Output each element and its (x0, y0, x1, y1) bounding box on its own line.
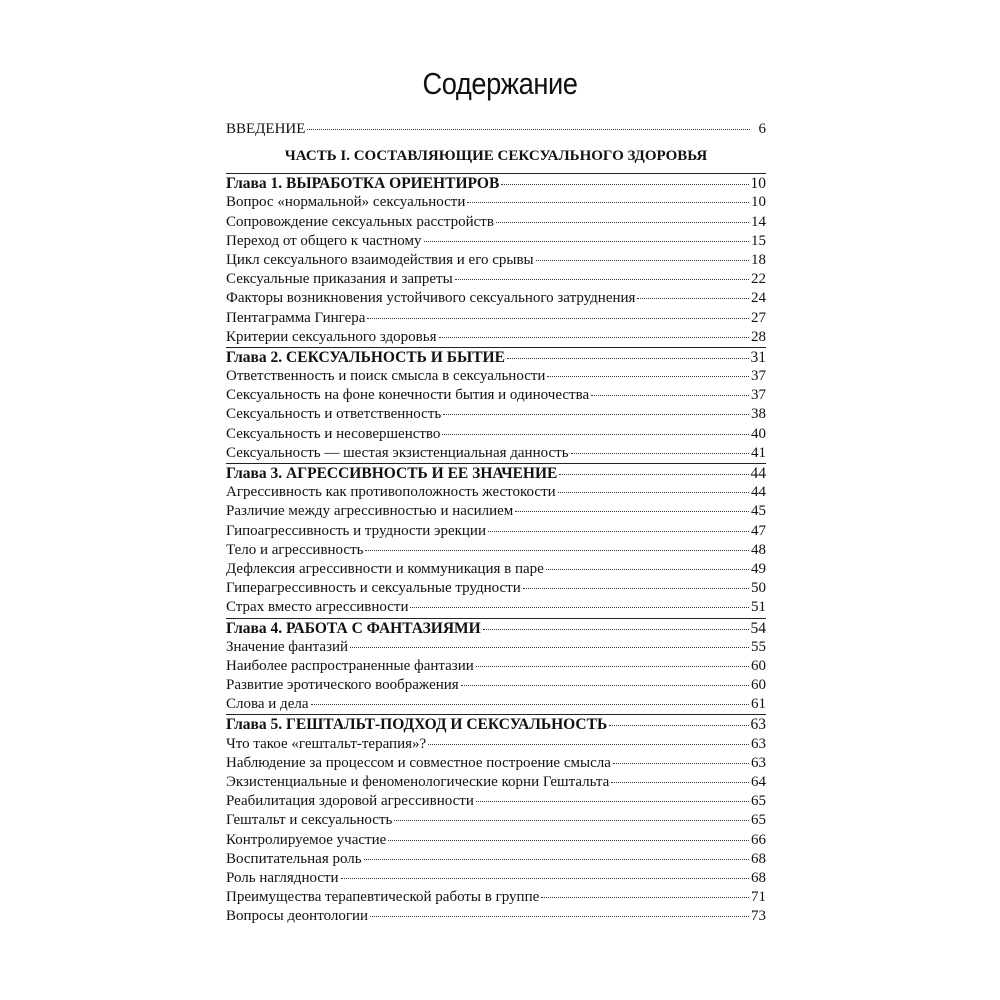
toc-page-number: 63 (751, 754, 766, 771)
toc-entry-text: Вопросы деонтологии (226, 908, 369, 925)
toc-entry-text: Контролируемое участие (226, 831, 387, 848)
toc-entry-row (226, 425, 766, 444)
toc-intro-row (226, 120, 766, 139)
dot-leader (507, 357, 749, 359)
chapter-list (226, 173, 766, 926)
dot-leader (311, 703, 750, 705)
toc-chapter-row (226, 714, 766, 734)
toc-entry-text: Гипоагрессивность и трудности эрекции (226, 522, 486, 539)
dot-leader (341, 877, 749, 879)
chapter-title: Глава 3. АГРЕССИВНОСТЬ И ЕЕ ЗНАЧЕНИЕ (226, 465, 558, 482)
toc-entry-text: Переход от общего к частному (226, 232, 422, 249)
dot-leader (350, 646, 749, 648)
toc-entry-row (226, 869, 766, 888)
toc-entry-text: Сексуальность — шестая экзистенциальная данность (226, 444, 569, 461)
dot-leader (523, 587, 749, 589)
toc-page-number: 64 (751, 774, 766, 790)
dot-leader (365, 549, 749, 551)
toc-entry-row (226, 193, 766, 212)
toc-page-number: 24 (751, 290, 766, 307)
toc-entry-text: Различие между агрессивностью и насилием (226, 503, 514, 520)
toc-entry-row (226, 328, 766, 347)
toc-page-number: 50 (751, 580, 766, 597)
table-of-contents (226, 120, 766, 927)
toc-entry-text: Ответственность и поиск смысла в сексуальности (226, 368, 546, 385)
toc-entry-row (226, 213, 766, 232)
toc-page-number: 10 (751, 194, 766, 211)
toc-page-number: 45 (751, 503, 766, 520)
dot-leader (637, 297, 749, 299)
dot-leader (307, 128, 750, 130)
toc-entry-row (226, 405, 766, 424)
toc-entry-text: Критерии сексуального здоровья (226, 328, 437, 345)
toc-entry-text: Пентаграмма Гингера (226, 309, 366, 326)
dot-leader (455, 278, 749, 280)
toc-page-number: 63 (751, 735, 766, 752)
toc-entry-row (226, 598, 766, 617)
dot-leader (476, 665, 749, 667)
toc-page-number: 71 (751, 889, 766, 906)
toc-entry-text: Значение фантазий (226, 638, 349, 655)
toc-entry-text: Сексуальность на фоне конечности бытия и одиночества (226, 387, 590, 404)
dot-leader (541, 896, 749, 898)
toc-page-number: 54 (750, 619, 766, 637)
dot-leader (364, 858, 749, 860)
toc-entry-row (226, 502, 766, 521)
toc-page-number: 27 (751, 309, 766, 326)
dot-leader (461, 684, 749, 686)
chapter-title: Глава 2. СЕКСУАЛЬНОСТЬ И БЫТИЕ (226, 348, 505, 366)
toc-entry-row (226, 657, 766, 676)
toc-entry-row (226, 850, 766, 869)
dot-leader (547, 375, 749, 377)
toc-entry-text: Наблюдение за процессом и совместное построение смысла (226, 754, 611, 771)
toc-page-number: 65 (751, 793, 766, 810)
toc-entry-text: Агрессивность как противоположность жестокости (226, 484, 556, 501)
toc-page-number: 22 (751, 271, 766, 288)
dot-leader (370, 915, 749, 917)
toc-page-number: 60 (751, 657, 766, 674)
toc-entry-row (226, 251, 766, 270)
dot-leader (609, 724, 748, 726)
toc-entry-row (226, 483, 766, 502)
toc-entry-row (226, 289, 766, 308)
toc-page-number: 28 (751, 328, 766, 345)
toc-entry-text: Дефлексия агрессивности и коммуникация в паре (226, 560, 544, 577)
dot-leader (467, 201, 749, 203)
toc-page-number: 38 (751, 406, 766, 423)
chapter-title: Глава 1. ВЫРАБОТКА ОРИЕНТИРОВ (226, 175, 500, 193)
toc-page-number: 10 (750, 175, 766, 193)
toc-page-number: 65 (751, 812, 766, 829)
toc-page-number: 6 (758, 121, 766, 137)
toc-entry-row (226, 735, 766, 754)
toc-entry-row (226, 792, 766, 811)
toc-entry-text: Экзистенциальные и феноменологические корни Гештальта (226, 774, 610, 790)
toc-page-number: 51 (751, 599, 766, 616)
dot-leader (488, 530, 749, 532)
toc-entry-row (226, 444, 766, 463)
toc-page-number: 61 (751, 696, 766, 713)
toc-chapter-row (226, 347, 766, 367)
toc-entry-row (226, 309, 766, 328)
dot-leader (501, 183, 748, 185)
toc-entry-row (226, 888, 766, 907)
toc-entry-text: Цикл сексуального взаимодействия и его срывы (226, 251, 534, 268)
dot-leader (442, 433, 749, 435)
dot-leader (613, 762, 749, 764)
dot-leader (443, 413, 749, 415)
toc-entry-text: Сопровождение сексуальных расстройств (226, 213, 494, 230)
page-title: Содержание (422, 66, 578, 101)
dot-leader (424, 240, 750, 242)
toc-chapter-row (226, 463, 766, 483)
toc-chapter-row (226, 173, 766, 193)
toc-entry-text: Факторы возникновения устойчивого сексуального затруднения (226, 290, 636, 307)
toc-entry-row (226, 676, 766, 695)
toc-page-number: 18 (751, 251, 766, 268)
toc-entry-row (226, 907, 766, 926)
toc-entry-row (226, 386, 766, 405)
toc-entry-text: Гиперагрессивность и сексуальные трудности (226, 580, 521, 597)
toc-entry-text: ВВЕДЕНИЕ (226, 121, 306, 137)
toc-entry-row (226, 695, 766, 714)
dot-leader (388, 839, 749, 841)
toc-entry-text: Слова и дела (226, 696, 309, 713)
dot-leader (496, 221, 749, 223)
toc-entry-text: Роль наглядности (226, 869, 339, 886)
toc-page-number: 66 (751, 831, 766, 848)
toc-page-number: 47 (751, 522, 766, 539)
toc-page-number: 44 (750, 465, 766, 482)
toc-entry-text: Что такое «гештальт-терапия»? (226, 735, 427, 752)
toc-entry-text: Сексуальность и несовершенство (226, 425, 441, 442)
toc-page-number: 60 (751, 677, 766, 694)
dot-leader (559, 473, 748, 475)
toc-entry-text: Гештальт и сексуальность (226, 812, 393, 829)
toc-entry-row (226, 541, 766, 560)
dot-leader (591, 394, 749, 396)
chapter-title: Глава 5. ГЕШТАЛЬТ-ПОДХОД И СЕКСУАЛЬНОСТЬ (226, 716, 608, 734)
toc-page-number: 37 (751, 368, 766, 385)
toc-page-number: 68 (751, 869, 766, 886)
dot-leader (367, 317, 749, 319)
toc-page-number: 44 (751, 484, 766, 501)
dot-leader (515, 510, 749, 512)
dot-leader (558, 491, 749, 493)
dot-leader (428, 743, 749, 745)
toc-page-number: 14 (751, 213, 766, 230)
toc-entry-text: Реабилитация здоровой агрессивности (226, 793, 474, 810)
toc-entry-row (226, 367, 766, 386)
toc-page-number: 48 (751, 541, 766, 558)
toc-entry-text: Тело и агрессивность (226, 541, 364, 558)
toc-page-number: 37 (751, 387, 766, 404)
toc-entry-row (226, 270, 766, 289)
toc-page-number: 49 (751, 560, 766, 577)
toc-entry-row (226, 831, 766, 850)
toc-entry-text: Наиболее распространенные фантазии (226, 657, 474, 674)
toc-entry-text: Сексуальные приказания и запреты (226, 271, 453, 288)
toc-entry-row (226, 522, 766, 541)
dot-leader (571, 452, 749, 454)
toc-entry-text: Развитие эротического воображения (226, 677, 459, 694)
chapter-title: Глава 4. РАБОТА С ФАНТАЗИЯМИ (226, 619, 481, 637)
toc-entry-row (226, 579, 766, 598)
toc-page-number: 40 (751, 425, 766, 442)
toc-entry-row (226, 560, 766, 579)
toc-entry-row (226, 811, 766, 830)
toc-entry-text: Преимущества терапевтической работы в группе (226, 889, 540, 906)
toc-page-number: 63 (750, 716, 766, 734)
part-heading: ЧАСТЬ I. СОСТАВЛЯЮЩИЕ СЕКСУАЛЬНОГО ЗДОРОВЬЯ (284, 148, 708, 165)
toc-entry-row (226, 754, 766, 773)
toc-entry-row (226, 773, 766, 792)
toc-entry-row (226, 638, 766, 657)
toc-page-number: 41 (751, 444, 766, 461)
toc-entry-text: Воспитательная роль (226, 850, 362, 867)
toc-entry-text: Вопрос «нормальной» сексуальности (226, 194, 466, 211)
dot-leader (410, 606, 749, 608)
dot-leader (536, 259, 749, 261)
toc-entry-text: Страх вместо агрессивности (226, 599, 409, 616)
dot-leader (483, 628, 749, 630)
dot-leader (476, 800, 749, 802)
toc-page-number: 31 (750, 348, 766, 366)
toc-page-number: 73 (751, 908, 766, 925)
dot-leader (611, 781, 749, 783)
dot-leader (394, 819, 749, 821)
toc-page-number: 15 (751, 232, 766, 249)
toc-entry-row (226, 232, 766, 251)
toc-entry-text: Сексуальность и ответственность (226, 406, 442, 423)
dot-leader (546, 568, 749, 570)
toc-page-number: 55 (751, 638, 766, 655)
dot-leader (439, 336, 749, 338)
toc-page-number: 68 (751, 850, 766, 867)
toc-chapter-row (226, 618, 766, 638)
